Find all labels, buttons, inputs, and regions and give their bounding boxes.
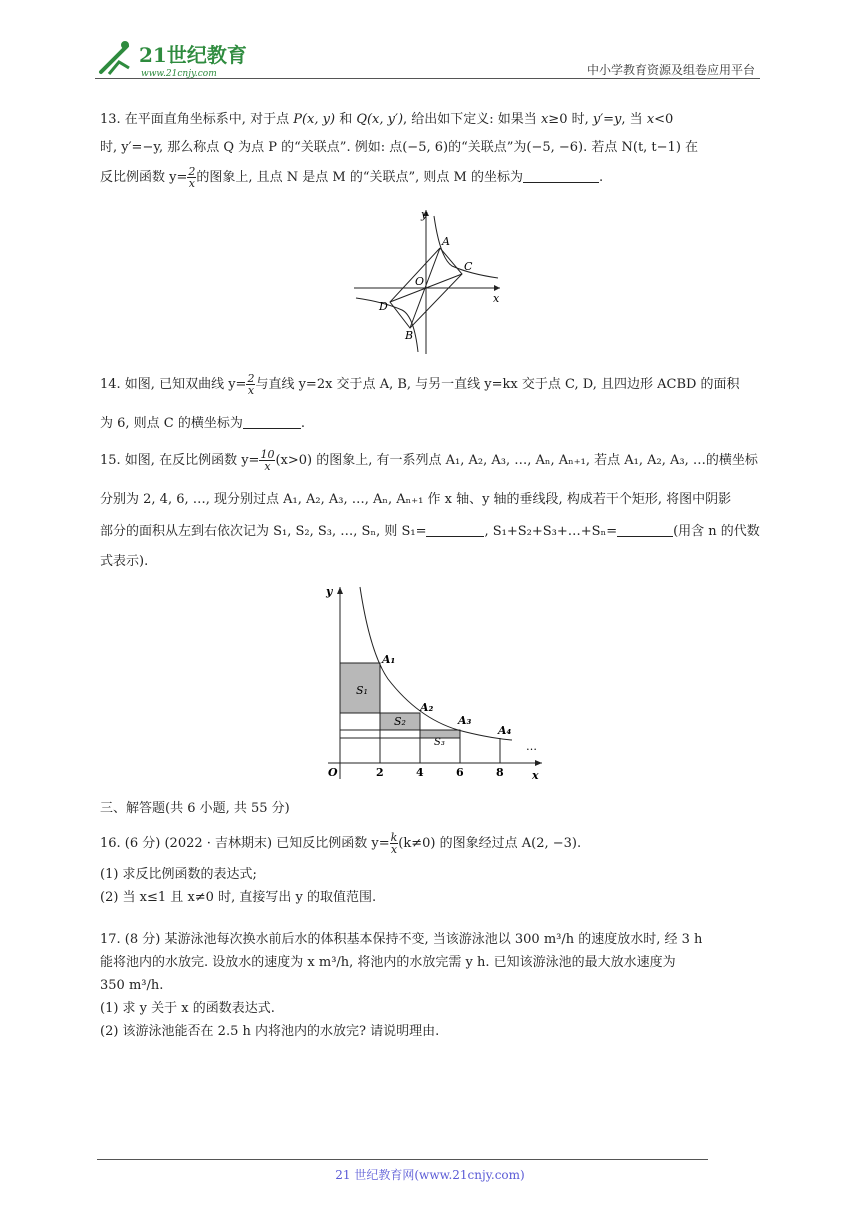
footer-divider bbox=[97, 1159, 708, 1160]
q15-line3: 部分的面积从左到右依次记为 S₁, S₂, S₃, …, Sₙ, 则 S₁= , S₁+S₂+S₃+…+Sₙ= (用含 n 的代数 bbox=[100, 524, 760, 539]
fig1-point-c: C bbox=[464, 260, 473, 273]
section3-heading: 三、解答题(共 6 小题, 共 55 分) bbox=[100, 801, 290, 816]
q17-line3: 350 m³/h. bbox=[100, 978, 164, 993]
footer-text[interactable]: 21 世纪教育网(www.21cnjy.com) bbox=[335, 1168, 525, 1182]
logo-url: www.21cnjy.com bbox=[141, 69, 217, 79]
fig1-point-b: B bbox=[405, 329, 414, 342]
q17-line1: 17. (8 分) 某游泳池每次换水前后水的体积基本保持不变, 当该游泳池以 300 m³/h 的速度放水时, 经 3 h bbox=[100, 932, 703, 947]
fig2-tick-2: 2 bbox=[376, 766, 384, 779]
fig1-origin: O bbox=[415, 275, 425, 288]
fig2-point-a2: A₂ bbox=[420, 701, 434, 714]
hyperbola-quadrilateral-figure bbox=[352, 206, 502, 356]
fig1-point-d: D bbox=[379, 300, 388, 313]
fig2-y-label: y bbox=[326, 585, 333, 598]
q13-answer-blank[interactable] bbox=[523, 169, 599, 183]
fig2-tick-4: 4 bbox=[416, 766, 424, 779]
fig2-origin: O bbox=[328, 766, 338, 779]
q16-part2: (2) 当 x≤1 且 x≠0 时, 直接写出 y 的取值范围. bbox=[100, 890, 377, 905]
fig2-point-a4: A₄ bbox=[498, 724, 512, 737]
header-platform-text: 中小学教育资源及组卷应用平台 bbox=[586, 63, 755, 77]
q14-line1: 14. 如图, 已知双曲线 y= $\frac{2}{x}$ 与直线 y=2x 交于点 A, B, 与另一直线 y=kx 交于点 C, D, 且四边形 ACBD 的面积 bbox=[100, 372, 740, 397]
fig2-point-a1: A₁ bbox=[382, 653, 396, 666]
q16-part1: (1) 求反比例函数的表达式; bbox=[100, 867, 257, 882]
q17-part1: (1) 求 y 关于 x 的函数表达式. bbox=[100, 1001, 275, 1016]
fig2-tick-8: 8 bbox=[496, 766, 504, 779]
site-logo bbox=[95, 38, 265, 80]
q14-line2: 为 6, 则点 C 的横坐标为 . bbox=[100, 416, 306, 431]
q15-line1: 15. 如图, 在反比例函数 y= $\frac{10}{x}$ (x>0) 的图象上, 有一系列点 A₁, A₂, A₃, …, Aₙ, Aₙ₊₁, 若点 A₁, A₂, A₃, …的横坐标 bbox=[100, 448, 758, 473]
q17-line2: 能将池内的水放完. 设放水的速度为 x m³/h, 将池内的水放完需 y h. 已知该游泳池的最大放水速度为 bbox=[100, 955, 676, 970]
q13-line3: 反比例函数 y= $\frac{2}{x}$ 的图象上, 且点 N 是点 M 的“关联点”, 则点 M 的坐标为 . bbox=[100, 165, 604, 190]
q15-sum-blank[interactable] bbox=[617, 523, 673, 537]
fig2-x-label: x bbox=[532, 769, 539, 782]
q15-line4: 式表示). bbox=[100, 554, 149, 569]
rectangles-under-hyperbola-figure bbox=[318, 583, 550, 783]
q17-part2: (2) 该游泳池能否在 2.5 h 内将池内的水放完? 请说明理由. bbox=[100, 1024, 440, 1039]
fig2-ellipsis: … bbox=[526, 740, 537, 753]
logo-text: 21世纪教育 bbox=[139, 43, 247, 67]
q16-line1: 16. (6 分) (2022 · 吉林期末) 已知反比例函数 y= $\frac{k}{x}$ (k≠0) 的图象经过点 A(2, −3). bbox=[100, 831, 582, 856]
fig2-area-s3: S₃ bbox=[434, 737, 445, 748]
q14-answer-blank[interactable] bbox=[243, 415, 301, 429]
fig2-area-s2: S₂ bbox=[394, 715, 406, 728]
fig1-y-label: y bbox=[421, 208, 428, 221]
q13-line1: 13. 在平面直角坐标系中, 对于点 P(x, y) 和 Q(x, y′), 给出如下定义: 如果当 x≥0 时, y′=y, 当 x<0 bbox=[100, 112, 674, 127]
fig2-tick-6: 6 bbox=[456, 766, 464, 779]
header-divider bbox=[95, 78, 760, 79]
fig2-area-s1: S₁ bbox=[356, 684, 368, 697]
fig1-point-a: A bbox=[442, 235, 450, 248]
q15-line2: 分别为 2, 4, 6, …, 现分别过点 A₁, A₂, A₃, …, Aₙ, Aₙ₊₁ 作 x 轴、y 轴的垂线段, 构成若干个矩形, 将图中阴影 bbox=[100, 492, 732, 507]
q13-line2: 时, y′=−y, 那么称点 Q 为点 P 的“关联点”. 例如: 点(−5, 6)的“关联点”为(−5, −6). 若点 N(t, t−1) 在 bbox=[100, 140, 699, 155]
fig1-x-label: x bbox=[493, 292, 500, 305]
fig2-point-a3: A₃ bbox=[458, 714, 472, 727]
q15-s1-blank[interactable] bbox=[426, 523, 484, 537]
